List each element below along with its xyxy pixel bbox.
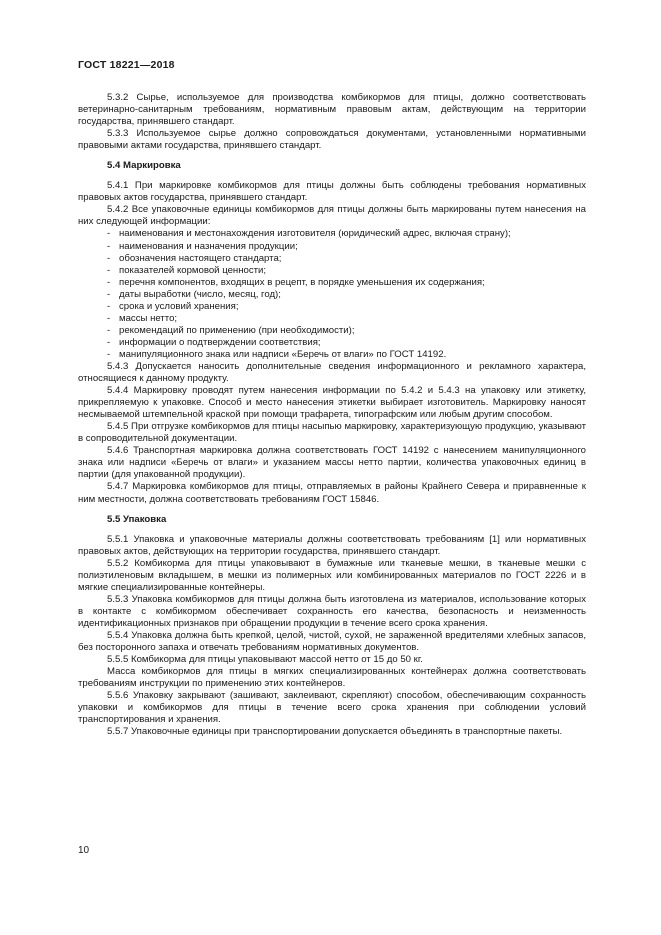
paragraph-5-4-2: 5.4.2 Все упаковочные единицы комбикормов для птицы должны быть маркированы путем нанесения на них следующей информации: xyxy=(78,204,586,228)
dash-marker: - xyxy=(107,228,111,240)
paragraph-5-5-3: 5.5.3 Упаковка комбикормов для птицы должна быть изготовлена из материалов, использование которых в контакте с комбикормом обеспечивает сохранность его качества, безопасность и неизменность идентификационных признаков при обращении продукции в течение всего срока хранения. xyxy=(78,593,586,629)
list-item: - информации о подтверждении соответствия; xyxy=(107,336,321,348)
list-item: - наименования и местонахождения изготовителя (юридический адрес, включая страну); xyxy=(107,228,511,240)
section-title-5-4: 5.4 Маркировка xyxy=(107,160,181,172)
marking-info-list xyxy=(78,228,586,361)
list-item: - показателей кормовой ценности; xyxy=(107,264,267,276)
paragraph-5-5-5: 5.5.5 Комбикорма для птицы упаковывают массой нетто от 15 до 50 кг. xyxy=(107,654,423,666)
paragraph-5-4-7: 5.4.7 Маркировка комбикормов для птицы, отправляемых в районы Крайнего Севера и приравненные к ним местности, должна соответствовать требованиям ГОСТ 15846. xyxy=(78,481,586,505)
paragraph-5-4-4: 5.4.4 Маркировку проводят путем нанесения информации по 5.4.2 и 5.4.3 на упаковку или этикетку, прикрепляемую к упаковке. Способ и место нанесения этикетки выбирает изготовитель. Маркировку наносят несмываемой штемпельной краской при помощи трафарета, типографским или любым другим способом. xyxy=(78,385,586,421)
paragraph-5-5-5-continued: Масса комбикормов для птицы в мягких специализированных контейнерах должна соответствовать требованиям инструкции по применению этих контейнеров. xyxy=(78,666,586,690)
dash-marker: - xyxy=(107,312,111,324)
paragraph-5-5-1: 5.5.1 Упаковка и упаковочные материалы должны соответствовать требованиям [1] или нормативных правовых актов, действующих на территории государства, принявшего стандарт. xyxy=(78,533,586,557)
dash-marker: - xyxy=(107,300,111,312)
dash-marker: - xyxy=(107,276,111,288)
list-item: - перечня компонентов, входящих в рецепт, в порядке уменьшения их содержания; xyxy=(107,276,485,288)
document-header: ГОСТ 18221—2018 xyxy=(78,59,175,71)
dash-marker: - xyxy=(107,288,111,300)
list-item: - наименования и назначения продукции; xyxy=(107,240,298,252)
document-body xyxy=(78,92,586,738)
page-number: 10 xyxy=(78,845,90,856)
paragraph-5-5-4: 5.5.4 Упаковка должна быть крепкой, целой, чистой, сухой, не зараженной вредителями хлебных запасов, без посторонного запаха и отвечать требованиям нормативных документов. xyxy=(78,629,586,654)
list-item: - массы нетто; xyxy=(107,312,178,324)
paragraph-5-5-6: 5.5.6 Упаковку закрывают (зашивают, заклеивают, скрепляют) способом, обеспечивающим сохранность упаковки и комбикормов для птицы в течение всего срока хранения при соблюдении условий транспортирования и хранения. xyxy=(78,690,586,726)
list-item: - даты выработки (число, месяц, год); xyxy=(107,288,281,300)
paragraph-5-3-3: 5.3.3 Используемое сырье должно сопровождаться документами, установленными нормативными правовыми актами государства, принявшего стандарт. xyxy=(78,128,586,152)
paragraph-5-4-6: 5.4.6 Транспортная маркировка должна соответствовать ГОСТ 14192 с нанесением манипуляционного знака или надписи «Беречь от влаги» и указанием массы нетто партии, количества упаковочных единиц в партии (для упакованной продукции). xyxy=(78,445,586,481)
list-item: - срока и условий хранения; xyxy=(107,300,239,312)
list-item: - рекомендаций по применению (при необходимости); xyxy=(107,324,355,336)
paragraph-5-5-7: 5.5.7 Упаковочные единицы при транспортировании допускается объединять в транспортные пакеты. xyxy=(107,726,563,738)
paragraph-5-3-2: 5.3.2 Сырье, используемое для производства комбикормов для птицы, должно соответствовать ветеринарно-санитарным требованиям, нормативным правовым актам, действующим на территории государства, принявшего стандарт. xyxy=(78,92,586,128)
dash-marker: - xyxy=(107,240,111,252)
dash-marker: - xyxy=(107,324,111,336)
dash-marker: - xyxy=(107,348,111,360)
paragraph-5-5-2: 5.5.2 Комбикорма для птицы упаковывают в бумажные или тканевые мешки, в тканевые мешки с полиэтиленовым вкладышем, в мешки из полимерных или комбинированных материалов по ГОСТ 2226 и в мягкие специализированные контейнеры. xyxy=(78,557,586,593)
list-item: - манипуляционного знака или надписи «Беречь от влаги» по ГОСТ 14192. xyxy=(107,348,447,360)
dash-marker: - xyxy=(107,252,111,264)
paragraph-5-4-3: 5.4.3 Допускается наносить дополнительные сведения информационного и рекламного характера, относящиеся к данному продукту. xyxy=(78,360,586,385)
section-title-5-5: 5.5 Упаковка xyxy=(107,513,167,525)
paragraph-5-4-1: 5.4.1 При маркировке комбикормов для птицы должны быть соблюдены требования нормативных правовых актов государства, принявшего стандарт. xyxy=(78,180,586,204)
list-item: - обозначения настоящего стандарта; xyxy=(107,252,282,264)
dash-marker: - xyxy=(107,336,111,348)
dash-marker: - xyxy=(107,264,111,276)
paragraph-5-4-5: 5.4.5 При отгрузке комбикормов для птицы насыпью маркировку, характеризующую продукцию, указывают в сопроводительной документации. xyxy=(78,421,586,445)
